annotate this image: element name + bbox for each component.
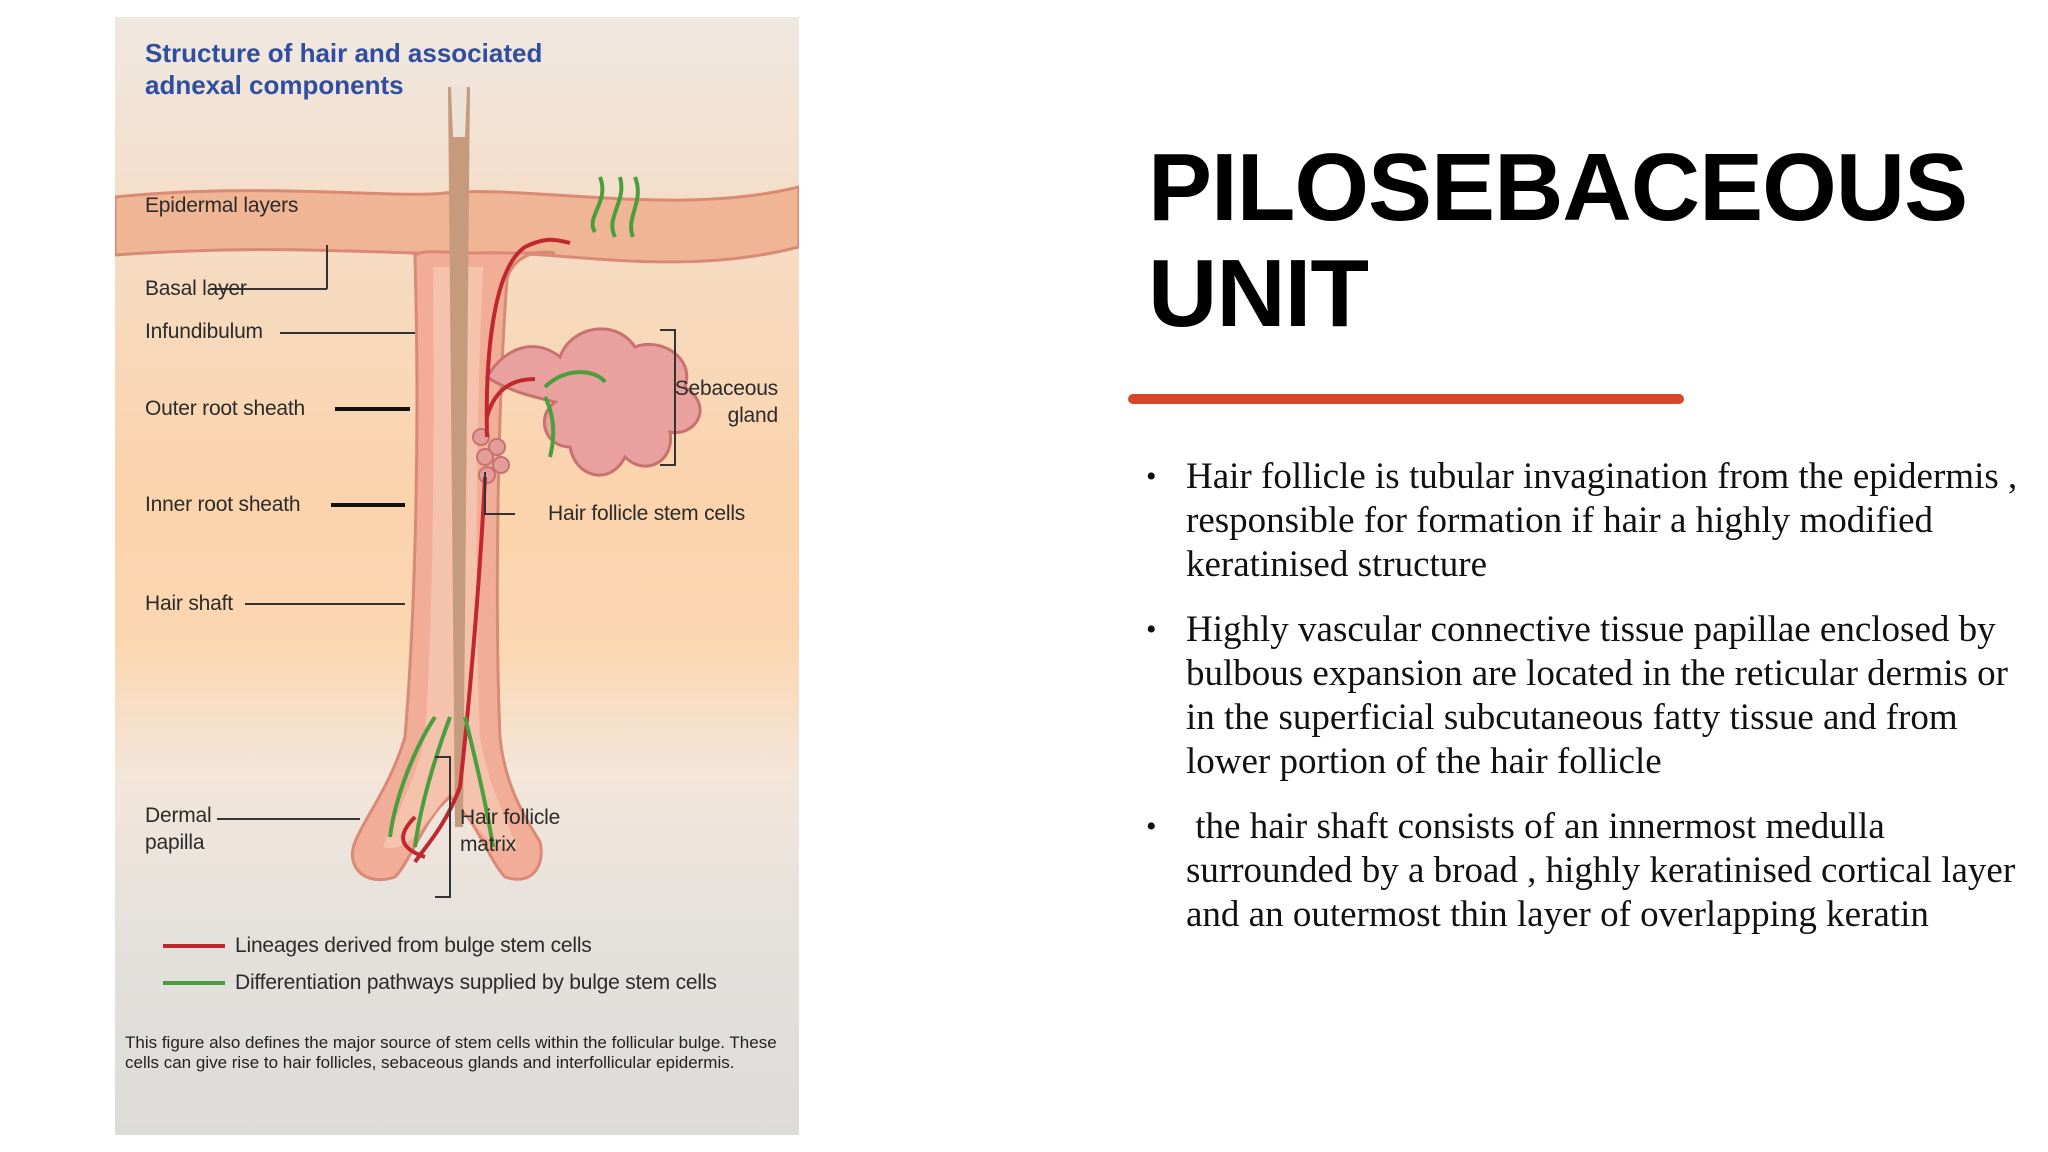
slide-title-line2: UNIT bbox=[1148, 240, 1368, 347]
bullet-text: Highly vascular connective tissue papillae enclosed by bulbous expansion are located in the reticular dermis or in the superficial subcutaneous fatty tissue and from lower portion of the hair follicle bbox=[1186, 609, 2008, 782]
label-hair-follicle-matrix-line2: matrix bbox=[460, 833, 516, 856]
stem-cell bbox=[479, 467, 495, 483]
label-basal-layer: Basal layer bbox=[145, 277, 247, 300]
slide-title-line1: PILOSEBACEOUS bbox=[1148, 134, 1968, 241]
label-dermal-papilla-line2: papilla bbox=[145, 831, 205, 854]
bullet-marker-icon: • bbox=[1146, 460, 1157, 493]
figure-title-line2: adnexal components bbox=[145, 70, 404, 100]
label-epidermal-layers: Epidermal layers bbox=[145, 194, 299, 217]
label-dermal-papilla bbox=[145, 802, 211, 856]
bullet-item bbox=[1146, 455, 2026, 587]
hair-follicle-illustration bbox=[115, 17, 799, 1135]
bullet-marker-icon: • bbox=[1146, 810, 1157, 843]
label-sebaceous-gland-line2: gland bbox=[727, 404, 778, 427]
figure-caption: This figure also defines the major source of stem cells within the follicular bulge. These cells can give rise to hair follicles, sebaceous glands and interfollicular epidermis. bbox=[125, 1033, 777, 1072]
stem-cell bbox=[477, 449, 493, 465]
label-outer-root-sheath: Outer root sheath bbox=[145, 397, 306, 420]
bullet-text: the hair shaft consists of an innermost medulla surrounded by a broad , highly keratinised cortical layer and an outermost thin layer of overlapping keratin bbox=[1186, 806, 2025, 935]
label-hair-follicle-stem-cells: Hair follicle stem cells bbox=[548, 502, 746, 525]
bullet-marker-icon: • bbox=[1146, 613, 1157, 646]
figure-title-line1: Structure of hair and associated bbox=[145, 38, 543, 68]
label-sebaceous-gland bbox=[663, 375, 778, 429]
label-dermal-papilla-line1: Dermal bbox=[145, 804, 212, 827]
bullet-list bbox=[1146, 455, 2026, 958]
bullet-item bbox=[1146, 805, 2026, 937]
label-infundibulum: Infundibulum bbox=[145, 320, 263, 343]
bullet-text: Hair follicle is tubular invagination from the epidermis , responsible for formation if hair a highly modified keratinised structure bbox=[1186, 456, 2018, 585]
legend-green-label: Differentiation pathways supplied by bulge stem cells bbox=[235, 971, 717, 994]
figure-title bbox=[145, 37, 542, 101]
title-underline bbox=[1128, 394, 1684, 404]
hair-structure-figure bbox=[115, 17, 799, 1135]
label-hair-shaft: Hair shaft bbox=[145, 592, 233, 615]
legend-red-label: Lineages derived from bulge stem cells bbox=[235, 934, 592, 957]
bullet-item bbox=[1146, 608, 2026, 784]
label-hair-follicle-matrix-line1: Hair follicle bbox=[460, 806, 561, 829]
stem-cell bbox=[493, 457, 509, 473]
label-inner-root-sheath: Inner root sheath bbox=[145, 493, 301, 516]
slide-title bbox=[1148, 135, 2008, 347]
label-sebaceous-gland-line1: Sebaceous bbox=[674, 377, 778, 400]
label-hair-follicle-matrix bbox=[460, 804, 560, 858]
